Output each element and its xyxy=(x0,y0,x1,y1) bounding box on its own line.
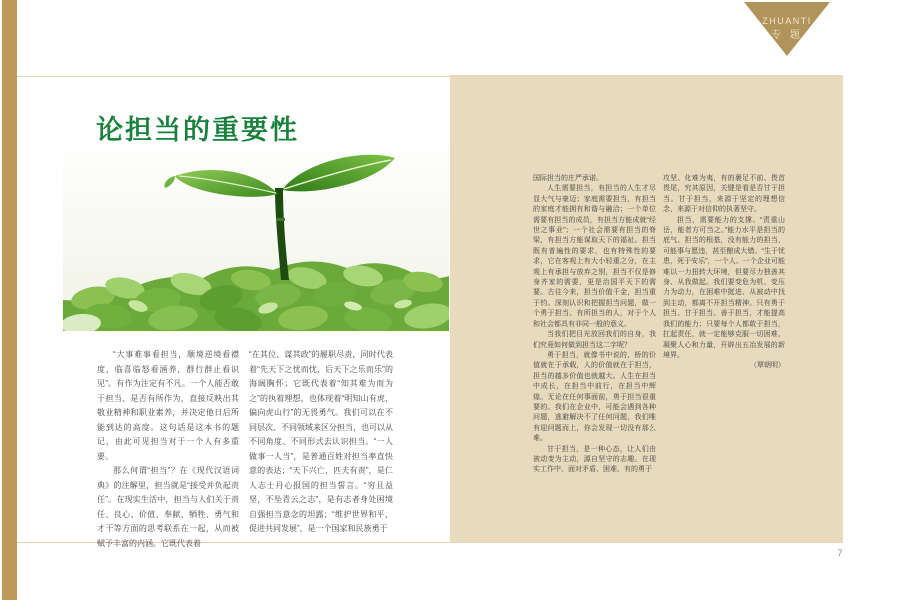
left-page-column-1 xyxy=(97,348,239,551)
page-number: 7 xyxy=(837,548,843,558)
paragraph: 国际担当的庄严承诺。 xyxy=(533,175,603,182)
paragraph: “在其位、谋其政”的履职尽责，同时代表着“先天下之忧而忧，后天下之乐而乐”的海阔胸怀；它既代表着“知其难为而为之”的执着理想，也体现着“明知山有虎，偏向虎山行”的无畏勇气。我们可以在不同层次、不同领域来区分担当，也可以从不同角度、不同形式去认识担当。“一人做事一人当”，是普通百姓对担当率直快意的表达；“天下兴亡，匹夫有责”，是仁人志士丹心报国的担当誓言。“穷且益坚，不坠青云之志”，是有志者身处困境自强担当意念的坦露；“维护世界和平，促进共同发展”，是一个国家和民族勇于 xyxy=(249,350,393,533)
paragraph: 勇于担当，就像书中说的，桥的价值就在于承载，人的价值就在于担当，担当的越多价值也就越大。人生在担当中成长，在担当中前行，在担当中辉煌。无论在任何事面前，勇于担当很重要的。我们在企业中，可能会遇到各种问题，逃避解决不了任何问题，我们唯有迎问题而上，你会发现一切没有那么难。 xyxy=(533,351,656,443)
paragraph: 人生需要担当，有担当的人生才尽显大气与豪迈；家庭需要担当，有担当的家庭才能拥有和谐与融洽；一个单位需要有担当的成员，有担当方能成就“经世之事业”；一个社会需要有担当的脊梁，有担当方能谋取天下的福祉。担当既有普遍性的要求，也有特殊性的要求，它在客观上有大小轻重之分，在主观上有承担与放弃之别，担当不仅是修身齐家的需要，更是治国平天下的需要。古往今来，担当价值千金，担当重于钧。深刻认识和把握担当问题，做一个勇于担当、有所担当的人，对于个人和社会都具有非同一般的意义。 xyxy=(533,185,656,328)
top-rule xyxy=(17,76,450,77)
right-page-column-1 xyxy=(533,174,656,476)
left-edge-band xyxy=(2,0,17,600)
corner-tab-label-en: ZHUANTI xyxy=(762,16,812,26)
left-page-column-2 xyxy=(249,348,393,537)
paragraph: 当我们把目光放回我们的自身，我们究竟如何做到担当这二字呢？ xyxy=(533,331,656,349)
paragraph: 甘于担当，是一种心态，让人们由被动变为主动，源自坚守的志趣。在现实工作中，面对矛盾、困难，有的勇于 xyxy=(533,445,656,474)
article-title: 论担当的重要性 xyxy=(96,115,299,145)
corner-triangle-icon xyxy=(744,2,830,56)
right-page-column-2 xyxy=(663,174,785,372)
corner-tab xyxy=(744,2,830,58)
paragraph: 担当，需要能力的支撑。“责重山岳，能者方可当之。”能力水平是担当的底气、担当的根基，没有能力的担当，可能事与愿违，甚至酿成大错。“生于忧患，死于安乐”，一个人、一个企业可能难以一力扭转大环境，但要尽力独善其身、从我做起。我们要变危为机、变压力为动力，在困难中挺进、从被动中找到主动，都离不开担当精神。只有勇于担当、甘于担当、善于担当，才能提高我们的能力；只要每个人都敢于担当，扛起责任，就一定能够克服一切困难，凝聚人心和力量，开辟出五冶发展的新境界。 xyxy=(663,216,785,359)
corner-tab-label-cn: 专 题 xyxy=(771,30,803,41)
seedling-illustration-icon xyxy=(63,148,449,331)
seedling-photo xyxy=(63,148,449,331)
paragraph: “大事难事看担当，顺境逆境看襟度，临喜临怒看涵养，群行群止看识见”。有作为注定有不凡。一个人能否敢于担当、是否有所作为，直接反映出其敬业精神和职业素养，并决定他日后所能到达的高度。这句话是这本书的题记，由此可见担当对于一个人有多重要。 xyxy=(97,350,239,461)
paragraph: 那么何谓“担当”？在《现代汉语词典》的注解里，担当就是“接受并负起责任”。在现实生活中，担当与人们关于责任、良心、价值、奉献、牺牲、勇气和才干等方面的思考联系在一起，从而被赋予丰富的内涵。它既代表着 xyxy=(97,466,239,548)
paragraph: 攻坚、化难为夷，有的裹足不前、畏首畏尾，究其原因，关键是看是否甘于担当。甘于担当，来源于坚定的理想信念，来源于对信仰的执著坚守。 xyxy=(663,175,785,214)
author-attribution: （覃朝明） xyxy=(750,362,785,370)
